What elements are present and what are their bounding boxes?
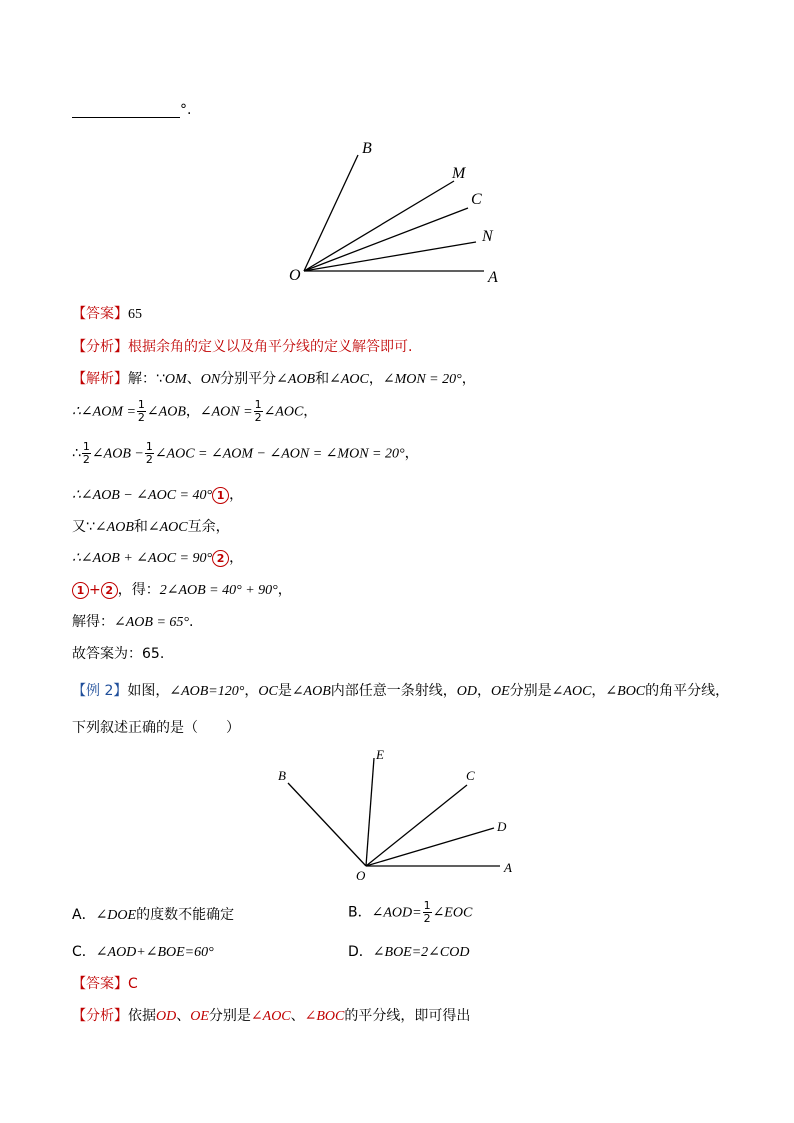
ray-oe xyxy=(366,758,374,866)
detail-text: 分别平分 xyxy=(220,371,277,387)
analysis-math: ∠AOC xyxy=(250,1009,291,1024)
label-b: B xyxy=(278,768,286,783)
question-text: 内部任意一条射线， xyxy=(330,683,457,699)
example-tag: 【例 2】 xyxy=(72,683,128,699)
ray-ob xyxy=(288,783,366,866)
figure-1-angle-diagram xyxy=(280,135,510,290)
answer-value: 65 xyxy=(128,307,142,322)
detail-line-9: 故答案为：65. xyxy=(72,646,165,662)
option-b-label: B． xyxy=(348,904,372,921)
answer-line xyxy=(72,303,142,323)
question-math: ∠AOC xyxy=(551,684,592,699)
fraction-half xyxy=(137,399,146,424)
detail-text: ， xyxy=(368,371,383,387)
option-a-text: 的度数不能确定 xyxy=(136,907,235,923)
fraction-num: 1 xyxy=(82,440,90,453)
answer-tag: 【答案】 xyxy=(72,976,128,992)
question-text: 的角平分线， xyxy=(645,683,730,699)
label-n: N xyxy=(482,228,493,245)
analysis-text: 的平分线，即可得出 xyxy=(344,1008,471,1024)
detail-text: 又∵ xyxy=(72,519,95,535)
detail-text: ， xyxy=(404,445,419,462)
question-text: ， xyxy=(244,683,259,699)
question-text: 是 xyxy=(277,683,292,699)
detail-text: 、 xyxy=(186,371,201,387)
ray-oc xyxy=(366,785,467,866)
detail-line-4 xyxy=(72,484,243,504)
detail-math: ∠AOC xyxy=(329,372,369,387)
circled-one: 1 xyxy=(72,582,89,599)
detail-math: ∠AOC xyxy=(263,404,304,420)
detail-math: OM xyxy=(164,372,187,387)
label-o: O xyxy=(356,868,366,883)
analysis-text: 分别是 xyxy=(208,1008,251,1024)
fraction-num: 1 xyxy=(423,899,431,912)
detail-text: . xyxy=(189,614,194,630)
option-c-math: ∠AOD+∠BOE=60° xyxy=(95,945,214,960)
question-text: 如图， xyxy=(127,683,170,699)
question-math: OD xyxy=(456,684,477,699)
analysis-tag: 【分析】 xyxy=(72,339,128,355)
detail-line-7 xyxy=(72,579,292,599)
label-e: E xyxy=(376,747,384,762)
detail-line-6 xyxy=(72,547,243,567)
fraction-half xyxy=(254,399,263,424)
question-math: OE xyxy=(491,684,510,699)
example-2-line-1 xyxy=(72,680,729,700)
analysis-line xyxy=(72,336,412,356)
fraction-half xyxy=(423,900,432,925)
analysis-math: OE xyxy=(190,1009,209,1024)
option-c-label: C． xyxy=(72,944,96,960)
fraction-den: 2 xyxy=(82,453,90,466)
question-math: ∠AOB=120° xyxy=(169,684,245,699)
answer-blank-line xyxy=(72,102,191,118)
detail-text: ， xyxy=(185,403,200,420)
question-math: ∠BOC xyxy=(605,684,646,699)
detail-math: ∴∠AOB + ∠AOC = 90° xyxy=(72,551,213,566)
question-text: ， xyxy=(591,683,606,699)
circled-two: 2 xyxy=(212,550,229,567)
detail-text: ， xyxy=(277,582,292,598)
circled-one: 1 xyxy=(212,487,229,504)
detail-line-5 xyxy=(72,516,230,536)
plus-sign: + xyxy=(89,582,101,598)
label-m: M xyxy=(452,165,466,182)
label-o: O xyxy=(289,267,301,284)
analysis-text: 依据 xyxy=(128,1008,156,1024)
option-b-math: ∠AOD= xyxy=(371,905,422,921)
detail-text: ∴ xyxy=(72,445,81,462)
label-a: A xyxy=(504,860,512,875)
detail-math: ∠AOB xyxy=(146,404,186,420)
question-math: ∠AOB xyxy=(291,684,331,699)
question-math: OC xyxy=(258,684,278,699)
question-text: 分别是 xyxy=(509,683,552,699)
detail-math: ON xyxy=(200,372,221,387)
option-d-math: ∠BOE=2∠COD xyxy=(372,945,470,960)
analysis-text: 、 xyxy=(176,1008,191,1024)
label-d: D xyxy=(497,819,507,834)
detail-line-3 xyxy=(72,441,419,466)
detail-text: 解得： xyxy=(72,614,114,630)
analysis-math: ∠BOC xyxy=(304,1009,345,1024)
detail-math: 2∠AOB = 40° + 90° xyxy=(159,583,278,598)
detail-tag: 【解析】 xyxy=(72,371,128,387)
ray-on xyxy=(304,242,476,271)
blank-suffix: °. xyxy=(180,102,192,118)
detail-math: ∴∠AOB − ∠AOC = 40° xyxy=(72,488,213,503)
fraction-den: 2 xyxy=(137,411,145,424)
figure-2-angle-diagram xyxy=(270,743,520,883)
answer-value: C xyxy=(128,976,138,992)
option-b-math: ∠EOC xyxy=(432,905,473,921)
option-a-label: A． xyxy=(72,907,96,923)
label-b: B xyxy=(362,140,372,157)
fraction-num: 1 xyxy=(254,398,262,411)
analysis-tag: 【分析】 xyxy=(72,1008,128,1024)
detail-text: 和 xyxy=(315,371,330,387)
fraction-num: 1 xyxy=(137,398,145,411)
option-d-label: D． xyxy=(348,944,373,960)
fraction-den: 2 xyxy=(145,453,153,466)
detail-text: ， xyxy=(303,403,318,420)
label-c: C xyxy=(466,768,475,783)
option-c[interactable] xyxy=(72,941,214,961)
detail-math: ∠AOC = ∠AOM − ∠AON = ∠MON = 20° xyxy=(154,446,405,462)
detail-math: ∠AOC xyxy=(147,520,188,535)
question-text: ， xyxy=(477,683,491,699)
fraction-half xyxy=(82,441,91,466)
fraction-num: 1 xyxy=(145,440,153,453)
option-a[interactable] xyxy=(72,904,234,924)
option-d[interactable] xyxy=(348,941,469,961)
detail-text: ， xyxy=(229,550,244,566)
option-b[interactable] xyxy=(348,900,472,925)
answer-2-line xyxy=(72,973,138,993)
detail-line-2 xyxy=(72,399,317,424)
fraction-den: 2 xyxy=(254,411,262,424)
label-a: A xyxy=(488,269,498,286)
answer-tag: 【答案】 xyxy=(72,306,128,322)
detail-math: ∠AON = xyxy=(199,404,253,420)
detail-text: ， xyxy=(229,487,244,503)
detail-math: ∠AOB = 65° xyxy=(114,615,189,630)
ray-od xyxy=(366,828,494,866)
detail-math: ∴∠AOM = xyxy=(72,404,136,420)
blank-underline xyxy=(72,103,180,118)
detail-text: ， xyxy=(461,371,476,387)
analysis-text: 根据余角的定义以及角平分线的定义解答即可. xyxy=(128,339,413,355)
label-c: C xyxy=(471,191,482,208)
option-a-math: ∠DOE xyxy=(95,908,137,923)
detail-text: 解：∵ xyxy=(128,371,165,387)
detail-line-8 xyxy=(72,611,193,631)
analysis-math: OD xyxy=(156,1009,177,1024)
detail-math: ∠AOB xyxy=(276,372,316,387)
detail-text: 和 xyxy=(133,519,148,535)
circled-two: 2 xyxy=(101,582,118,599)
fraction-den: 2 xyxy=(423,912,431,925)
analysis-2-line xyxy=(72,1005,470,1025)
fraction-half xyxy=(145,441,154,466)
detail-text: 互余， xyxy=(187,519,230,535)
ray-om xyxy=(304,181,454,271)
detail-math: ∠AOB − xyxy=(91,446,144,462)
analysis-text: 、 xyxy=(290,1008,305,1024)
detail-math: ∠AOB xyxy=(94,520,134,535)
detail-text: ，得： xyxy=(117,582,160,598)
example-2-line-2: 下列叙述正确的是（ ） xyxy=(72,720,240,736)
detail-line-1 xyxy=(72,368,476,388)
detail-math: ∠MON = 20° xyxy=(382,372,462,387)
